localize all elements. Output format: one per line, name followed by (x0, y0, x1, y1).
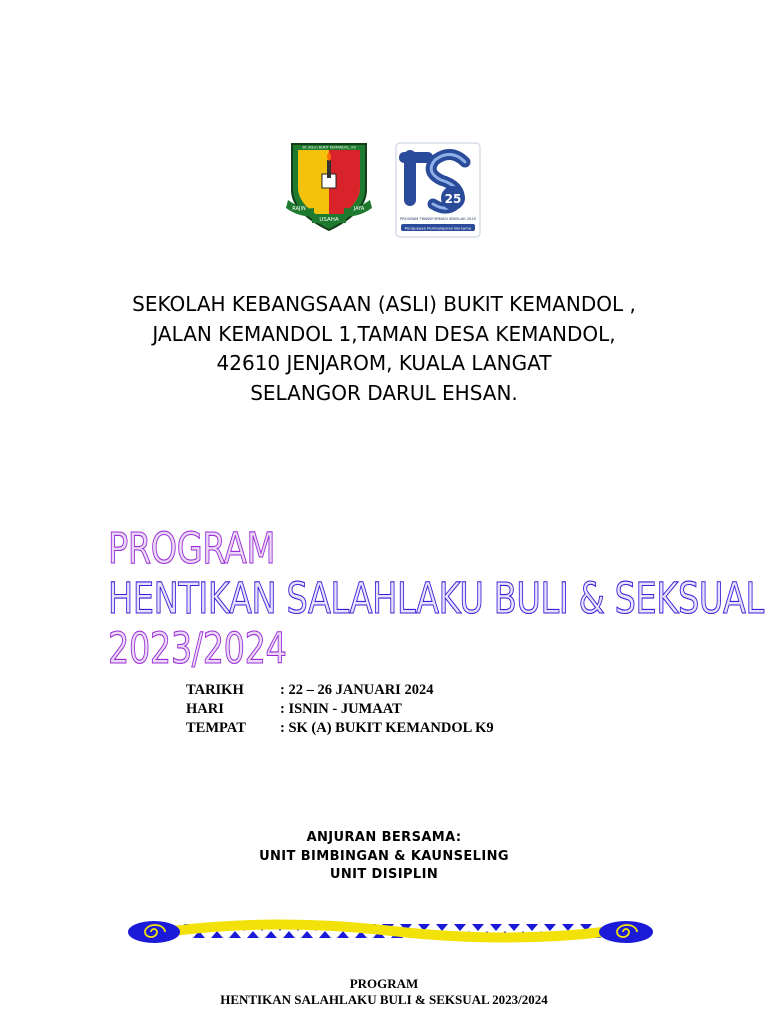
date-label: TARIKH (186, 682, 244, 698)
organiser-heading: ANJURAN BERSAMA: (306, 830, 462, 845)
address-line-1: SEKOLAH KEBANGSAAN (ASLI) BUKIT KEMANDOL , (132, 292, 636, 316)
address-line-4: SELANGOR DARUL EHSAN. (250, 380, 518, 405)
venue-value: : SK (A) BUKIT KEMANDOL K9 (280, 720, 494, 736)
program-details (186, 681, 494, 738)
crest-right-text: JAYA (353, 206, 365, 212)
footer-line-1: PROGRAM (349, 976, 419, 991)
detail-row-day (186, 700, 494, 719)
crest-left-text: RAJIN (292, 206, 306, 212)
crest-top-text: SK (ASLI) BUKIT KEMANDOL, K9 (302, 145, 356, 150)
organiser-unit-1: UNIT BIMBINGAN & KAUNSELING (259, 848, 509, 864)
address-line-2: JALAN KEMANDOL 1,TAMAN DESA KEMANDOL, (152, 321, 616, 346)
ts25-caption: PROGRAM TRANSFORMASI SEKOLAH 2025 (400, 217, 476, 221)
page-footer (0, 976, 768, 1008)
detail-row-date (186, 681, 494, 700)
title-line-2: HENTIKAN SALAHLAKU BULI & SEKSUAL (108, 574, 764, 624)
venue-label: TEMPAT (186, 720, 246, 736)
day-value: : ISNIN - JUMAAT (280, 701, 402, 717)
ts25-tagline: Pengupaya Pembelajaran Bersama (404, 225, 472, 231)
ts25-program-logo (395, 142, 481, 238)
footer-line-2: HENTIKAN SALAHLAKU BULI & SEKSUAL 2023/2024 (220, 992, 548, 1007)
date-value: : 22 – 26 JANUARI 2024 (280, 682, 434, 698)
organiser-unit-2: UNIT DISIPLIN (329, 867, 439, 882)
school-crest-logo (284, 138, 374, 234)
detail-row-venue (186, 719, 494, 738)
organiser-block (0, 829, 768, 885)
day-label: HARI (186, 701, 224, 717)
decorative-divider (128, 912, 656, 950)
title-line-1: PROGRAM (108, 524, 276, 574)
program-title (108, 524, 764, 674)
title-line-3: 2023/2024 (108, 624, 287, 674)
school-address (0, 290, 768, 408)
ts25-badge: 25 (444, 192, 462, 206)
crest-motto-text: USAHA (319, 217, 339, 223)
address-line-3: 42610 JENJAROM, KUALA LANGAT (216, 351, 552, 375)
